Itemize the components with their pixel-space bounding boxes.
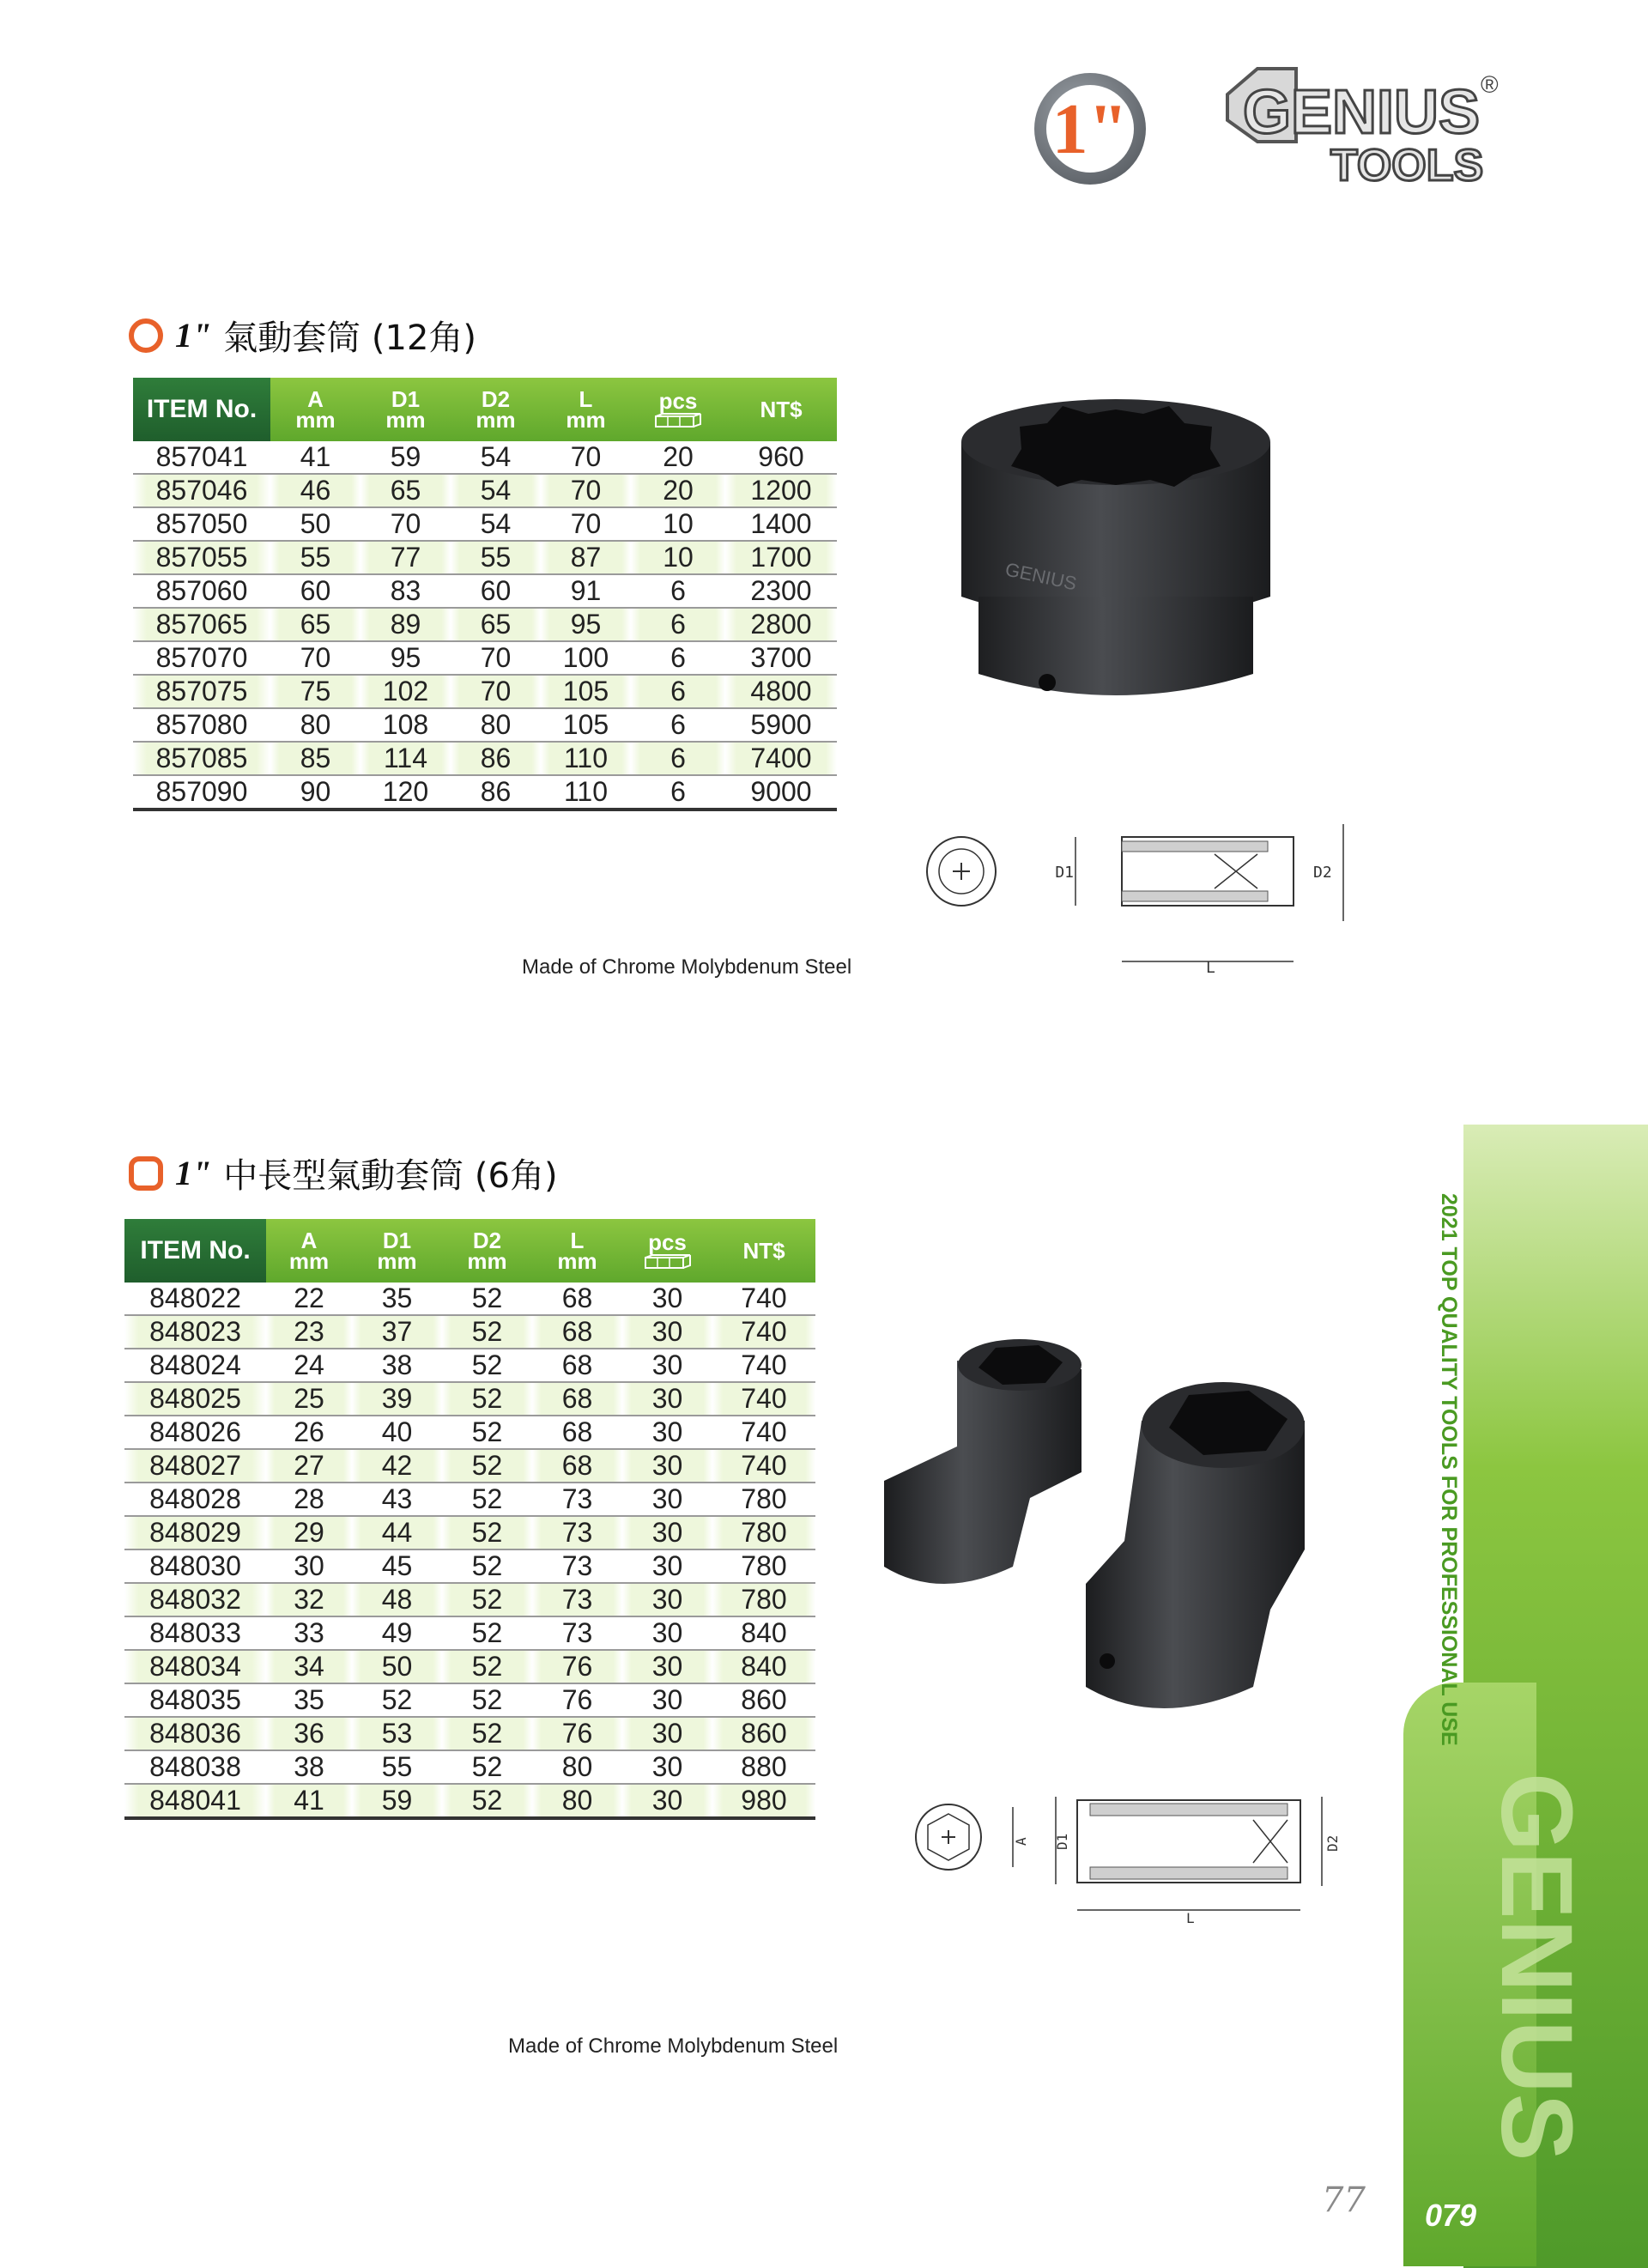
- table-cell: 100: [541, 641, 631, 675]
- table-row: [124, 1683, 815, 1717]
- table-cell: 105: [541, 675, 631, 708]
- column-unit: mm: [467, 1248, 507, 1274]
- column-header: [266, 1219, 352, 1283]
- table-cell: 20: [631, 474, 725, 507]
- table-cell: 2800: [725, 608, 837, 641]
- side-brand-text: [1408, 1768, 1593, 2180]
- table-cell: 65: [451, 608, 541, 641]
- table-row: [133, 474, 837, 507]
- table-cell: 70: [541, 441, 631, 474]
- brand-name: GENIUS: [1243, 78, 1481, 147]
- table-cell: 980: [712, 1784, 815, 1818]
- table-cell: 80: [451, 708, 541, 742]
- table-cell: 37: [352, 1315, 442, 1349]
- table-row: [133, 608, 837, 641]
- table-cell: 30: [622, 1382, 712, 1416]
- table-cell: 70: [270, 641, 360, 675]
- column-label: L: [579, 386, 593, 412]
- column-header: [622, 1219, 712, 1283]
- table-cell: 30: [622, 1583, 712, 1616]
- dim-d2-label: D2: [1313, 864, 1332, 882]
- table-cell: 44: [352, 1516, 442, 1549]
- table-row: [124, 1283, 815, 1315]
- table-cell: 68: [532, 1315, 622, 1349]
- column-header: [133, 378, 270, 441]
- column-label: NT$: [742, 1238, 785, 1264]
- table-cell: 22: [266, 1283, 352, 1315]
- handwritten-mark: 77: [1322, 2180, 1366, 2220]
- material-note-2: Made of Chrome Molybdenum Steel: [508, 2035, 839, 2058]
- table-cell: 30: [622, 1717, 712, 1750]
- table-cell: 50: [270, 507, 360, 541]
- table-cell: 35: [266, 1683, 352, 1717]
- table-row: [124, 1416, 815, 1449]
- table-cell: 52: [442, 1382, 532, 1416]
- table-cell: 87: [541, 541, 631, 574]
- table-cell: 77: [360, 541, 451, 574]
- table-cell: 52: [442, 1549, 532, 1583]
- column-label: D2: [472, 1228, 502, 1253]
- material-note-1: Made of Chrome Molybdenum Steel: [522, 955, 852, 979]
- table-row: [133, 441, 837, 474]
- table-cell: 42: [352, 1449, 442, 1483]
- item-number-cell: 848023: [124, 1315, 266, 1349]
- table-cell: 48: [352, 1583, 442, 1616]
- table-cell: 95: [360, 641, 451, 675]
- column-header: [541, 378, 631, 441]
- table-cell: 59: [352, 1784, 442, 1818]
- table-cell: 73: [532, 1616, 622, 1650]
- item-number-cell: 848025: [124, 1382, 266, 1416]
- table-cell: 120: [360, 775, 451, 810]
- item-number-cell: 848035: [124, 1683, 266, 1717]
- column-header: [712, 1219, 815, 1283]
- socket-12-point-diagram: [923, 820, 1369, 977]
- column-header: [725, 378, 837, 441]
- table-cell: 59: [360, 441, 451, 474]
- table-cell: 880: [712, 1750, 815, 1784]
- table-cell: 23: [266, 1315, 352, 1349]
- column-unit: mm: [557, 1248, 597, 1274]
- table-cell: 108: [360, 708, 451, 742]
- table-row: [124, 1516, 815, 1549]
- table-cell: 70: [451, 675, 541, 708]
- table-cell: 52: [442, 1717, 532, 1750]
- column-label: ITEM No.: [140, 1236, 251, 1264]
- item-number-cell: 848032: [124, 1583, 266, 1616]
- item-number-cell: 857060: [133, 574, 270, 608]
- table-cell: 2300: [725, 574, 837, 608]
- table-cell: 10: [631, 541, 725, 574]
- tagline-text: 2021 TOP QUALITY TOOLS FOR PROFESSIONAL USE: [1437, 1193, 1461, 1746]
- item-number-cell: 857041: [133, 441, 270, 474]
- dim-l-label: L: [1206, 959, 1215, 977]
- table-cell: 740: [712, 1449, 815, 1483]
- table-row: [124, 1349, 815, 1382]
- table-row: [124, 1449, 815, 1483]
- table-cell: 6: [631, 775, 725, 810]
- table-cell: 30: [622, 1315, 712, 1349]
- table-cell: 70: [451, 641, 541, 675]
- table-cell: 30: [622, 1616, 712, 1650]
- column-unit: mm: [288, 1248, 330, 1274]
- table-cell: 6: [631, 574, 725, 608]
- item-number-cell: 857070: [133, 641, 270, 675]
- table-cell: 52: [442, 1449, 532, 1483]
- item-number-cell: 857075: [133, 675, 270, 708]
- size-badge: [1034, 73, 1146, 185]
- table-cell: 1400: [725, 507, 837, 541]
- box-icon: [654, 413, 702, 428]
- table-cell: 39: [352, 1382, 442, 1416]
- table-cell: 102: [360, 675, 451, 708]
- hexagon-bullet-icon: [129, 1156, 163, 1191]
- table-cell: 7400: [725, 742, 837, 775]
- column-label: ITEM No.: [146, 395, 258, 423]
- item-number-cell: 848041: [124, 1784, 266, 1818]
- table-cell: 89: [360, 608, 451, 641]
- item-number-cell: 857046: [133, 474, 270, 507]
- socket-12-point-photo: [944, 391, 1288, 760]
- column-header: [442, 1219, 532, 1283]
- table-cell: 73: [532, 1483, 622, 1516]
- table-cell: 52: [442, 1583, 532, 1616]
- table-row: [124, 1784, 815, 1818]
- table-cell: 80: [532, 1750, 622, 1784]
- table-cell: 52: [442, 1483, 532, 1516]
- item-number-cell: 857050: [133, 507, 270, 541]
- table-cell: 30: [622, 1750, 712, 1784]
- table-cell: 30: [622, 1650, 712, 1683]
- brand-sub: TOOLS: [1330, 141, 1484, 191]
- table-cell: 75: [270, 675, 360, 708]
- table-cell: 780: [712, 1549, 815, 1583]
- item-number-cell: 848034: [124, 1650, 266, 1683]
- table-cell: 52: [442, 1315, 532, 1349]
- table-cell: 740: [712, 1382, 815, 1416]
- table-cell: 24: [266, 1349, 352, 1382]
- genius-tools-logo: [1219, 60, 1511, 189]
- table-cell: 1200: [725, 474, 837, 507]
- table-row: [133, 574, 837, 608]
- table-cell: 29: [266, 1516, 352, 1549]
- table-cell: 52: [352, 1683, 442, 1717]
- table-header: [124, 1219, 815, 1283]
- table-cell: 52: [442, 1516, 532, 1549]
- table-row: [124, 1549, 815, 1583]
- table-cell: 9000: [725, 775, 837, 810]
- table-cell: 90: [270, 775, 360, 810]
- table-cell: 33: [266, 1616, 352, 1650]
- tagline-vertical: [1425, 1193, 1459, 1820]
- spec-table-12-point: [133, 378, 837, 811]
- table-cell: 41: [266, 1784, 352, 1818]
- table-cell: 30: [622, 1784, 712, 1818]
- section-2-heading: [129, 1149, 558, 1198]
- table-cell: 840: [712, 1650, 815, 1683]
- table-cell: 54: [451, 441, 541, 474]
- table-cell: 28: [266, 1483, 352, 1516]
- table-cell: 6: [631, 742, 725, 775]
- column-header: [352, 1219, 442, 1283]
- table-cell: 740: [712, 1416, 815, 1449]
- table-cell: 73: [532, 1549, 622, 1583]
- table-cell: 70: [541, 474, 631, 507]
- table-cell: 52: [442, 1283, 532, 1315]
- table-cell: 54: [451, 507, 541, 541]
- table-cell: 52: [442, 1349, 532, 1382]
- table-cell: 83: [360, 574, 451, 608]
- column-label: pcs: [658, 388, 698, 414]
- item-number-cell: 848029: [124, 1516, 266, 1549]
- table-cell: 73: [532, 1516, 622, 1549]
- table-cell: 91: [541, 574, 631, 608]
- table-cell: 840: [712, 1616, 815, 1650]
- table-cell: 38: [266, 1750, 352, 1784]
- table-cell: 30: [622, 1683, 712, 1717]
- table-cell: 76: [532, 1683, 622, 1717]
- table-cell: 95: [541, 608, 631, 641]
- circle-bullet-icon: [129, 318, 163, 353]
- table-cell: 55: [352, 1750, 442, 1784]
- table-cell: 52: [442, 1750, 532, 1784]
- column-unit: mm: [476, 407, 516, 433]
- table-cell: 53: [352, 1717, 442, 1750]
- table-cell: 740: [712, 1349, 815, 1382]
- table-cell: 30: [622, 1483, 712, 1516]
- item-number-cell: 848033: [124, 1616, 266, 1650]
- table-cell: 70: [541, 507, 631, 541]
- table-cell: 114: [360, 742, 451, 775]
- table-row: [133, 541, 837, 574]
- section-1-title: 氣動套筒 (12角): [223, 318, 477, 358]
- table-cell: 38: [352, 1349, 442, 1382]
- column-header: [451, 378, 541, 441]
- side-brand-word: GENIUS: [1480, 1773, 1593, 2162]
- table-cell: 26: [266, 1416, 352, 1449]
- column-unit: mm: [295, 407, 336, 433]
- table-cell: 52: [442, 1416, 532, 1449]
- table-cell: 60: [270, 574, 360, 608]
- table-cell: 20: [631, 441, 725, 474]
- table-row: [124, 1616, 815, 1650]
- size-badge-label: 1": [1046, 85, 1134, 173]
- table-cell: 68: [532, 1382, 622, 1416]
- dim-l-label-2: L: [1186, 1910, 1195, 1926]
- table-cell: 68: [532, 1449, 622, 1483]
- column-header: [270, 378, 360, 441]
- table-cell: 30: [622, 1449, 712, 1483]
- table-cell: 46: [270, 474, 360, 507]
- table-cell: 85: [270, 742, 360, 775]
- column-label: D1: [391, 386, 421, 412]
- table-cell: 30: [622, 1416, 712, 1449]
- table-cell: 50: [352, 1650, 442, 1683]
- table-cell: 68: [532, 1283, 622, 1315]
- table-cell: 43: [352, 1483, 442, 1516]
- dim-a-label: A: [1013, 1837, 1029, 1846]
- table-row: [124, 1483, 815, 1516]
- column-unit: mm: [566, 407, 606, 433]
- table-cell: 86: [451, 775, 541, 810]
- table-cell: 10: [631, 507, 725, 541]
- table-cell: 110: [541, 775, 631, 810]
- table-cell: 860: [712, 1683, 815, 1717]
- table-cell: 105: [541, 708, 631, 742]
- dim-d1-label: D1: [1055, 864, 1074, 882]
- table-cell: 110: [541, 742, 631, 775]
- table-cell: 68: [532, 1349, 622, 1382]
- column-header: [532, 1219, 622, 1283]
- item-number-cell: 848028: [124, 1483, 266, 1516]
- item-number-cell: 857065: [133, 608, 270, 641]
- socket-6-point-diagram: [910, 1790, 1356, 1927]
- table-cell: 32: [266, 1583, 352, 1616]
- table-cell: 68: [532, 1416, 622, 1449]
- table-row: [133, 641, 837, 675]
- table-cell: 55: [270, 541, 360, 574]
- box-icon: [644, 1254, 692, 1270]
- table-cell: 76: [532, 1650, 622, 1683]
- item-number-cell: 848030: [124, 1549, 266, 1583]
- table-cell: 52: [442, 1616, 532, 1650]
- table-cell: 30: [266, 1549, 352, 1583]
- table-cell: 30: [622, 1516, 712, 1549]
- spec-table-6-point: [124, 1219, 815, 1820]
- table-row: [133, 775, 837, 810]
- item-number-cell: 857055: [133, 541, 270, 574]
- table-row: [133, 507, 837, 541]
- table-cell: 3700: [725, 641, 837, 675]
- table-cell: 41: [270, 441, 360, 474]
- table-row: [124, 1650, 815, 1683]
- table-row: [124, 1382, 815, 1416]
- column-label: A: [307, 386, 324, 412]
- table-cell: 52: [442, 1650, 532, 1683]
- table-cell: 80: [270, 708, 360, 742]
- registered-mark: ®: [1481, 71, 1499, 98]
- dim-d2-label-2: D2: [1324, 1834, 1341, 1852]
- table-cell: 6: [631, 641, 725, 675]
- table-cell: 30: [622, 1549, 712, 1583]
- table-cell: 36: [266, 1717, 352, 1750]
- table-row: [124, 1750, 815, 1784]
- column-unit: mm: [385, 407, 426, 433]
- dim-d1-label-2: D1: [1054, 1833, 1070, 1850]
- table-row: [124, 1315, 815, 1349]
- table-cell: 60: [451, 574, 541, 608]
- section-1-size: 1": [175, 316, 212, 355]
- column-label: A: [300, 1228, 318, 1253]
- table-cell: 740: [712, 1283, 815, 1315]
- table-cell: 4800: [725, 675, 837, 708]
- item-number-cell: 857085: [133, 742, 270, 775]
- table-row: [133, 675, 837, 708]
- table-cell: 25: [266, 1382, 352, 1416]
- column-unit: mm: [377, 1248, 417, 1274]
- section-1-heading: [129, 311, 476, 360]
- table-cell: 35: [352, 1283, 442, 1315]
- table-cell: 65: [360, 474, 451, 507]
- table-cell: 30: [622, 1349, 712, 1382]
- item-number-cell: 848027: [124, 1449, 266, 1483]
- page-number: 079: [1425, 2198, 1477, 2233]
- column-label: D1: [382, 1228, 412, 1253]
- table-cell: 960: [725, 441, 837, 474]
- table-cell: 6: [631, 675, 725, 708]
- table-cell: 52: [442, 1683, 532, 1717]
- table-cell: 55: [451, 541, 541, 574]
- item-number-cell: 848024: [124, 1349, 266, 1382]
- table-cell: 6: [631, 608, 725, 641]
- table-cell: 780: [712, 1583, 815, 1616]
- table-row: [133, 708, 837, 742]
- table-cell: 780: [712, 1516, 815, 1549]
- table-cell: 49: [352, 1616, 442, 1650]
- item-number-cell: 857090: [133, 775, 270, 810]
- column-label: L: [570, 1228, 585, 1253]
- table-header: [133, 378, 837, 441]
- table-cell: 780: [712, 1483, 815, 1516]
- table-cell: 54: [451, 474, 541, 507]
- item-number-cell: 857080: [133, 708, 270, 742]
- table-row: [124, 1717, 815, 1750]
- table-cell: 52: [442, 1784, 532, 1818]
- table-cell: 86: [451, 742, 541, 775]
- table-cell: 27: [266, 1449, 352, 1483]
- table-cell: 80: [532, 1784, 622, 1818]
- table-cell: 5900: [725, 708, 837, 742]
- item-number-cell: 848026: [124, 1416, 266, 1449]
- table-cell: 70: [360, 507, 451, 541]
- table-cell: 65: [270, 608, 360, 641]
- table-cell: 73: [532, 1583, 622, 1616]
- column-label: pcs: [648, 1229, 687, 1255]
- table-cell: 30: [622, 1283, 712, 1315]
- socket-6-point-photo: [867, 1326, 1313, 1756]
- table-cell: 45: [352, 1549, 442, 1583]
- table-cell: 860: [712, 1717, 815, 1750]
- column-label: NT$: [760, 397, 803, 422]
- table-cell: 40: [352, 1416, 442, 1449]
- table-cell: 740: [712, 1315, 815, 1349]
- item-number-cell: 848022: [124, 1283, 266, 1315]
- item-number-cell: 848036: [124, 1717, 266, 1750]
- table-cell: 1700: [725, 541, 837, 574]
- table-cell: 76: [532, 1717, 622, 1750]
- table-cell: 34: [266, 1650, 352, 1683]
- column-label: D2: [481, 386, 511, 412]
- section-2-title: 中長型氣動套筒 (6角): [223, 1156, 558, 1196]
- table-row: [133, 742, 837, 775]
- column-header: [124, 1219, 266, 1283]
- column-header: [631, 378, 725, 441]
- column-header: [360, 378, 451, 441]
- product-engraving-1: GENIUS: [1003, 558, 1079, 595]
- table-row: [124, 1583, 815, 1616]
- table-cell: 6: [631, 708, 725, 742]
- item-number-cell: 848038: [124, 1750, 266, 1784]
- section-2-size: 1": [175, 1154, 212, 1192]
